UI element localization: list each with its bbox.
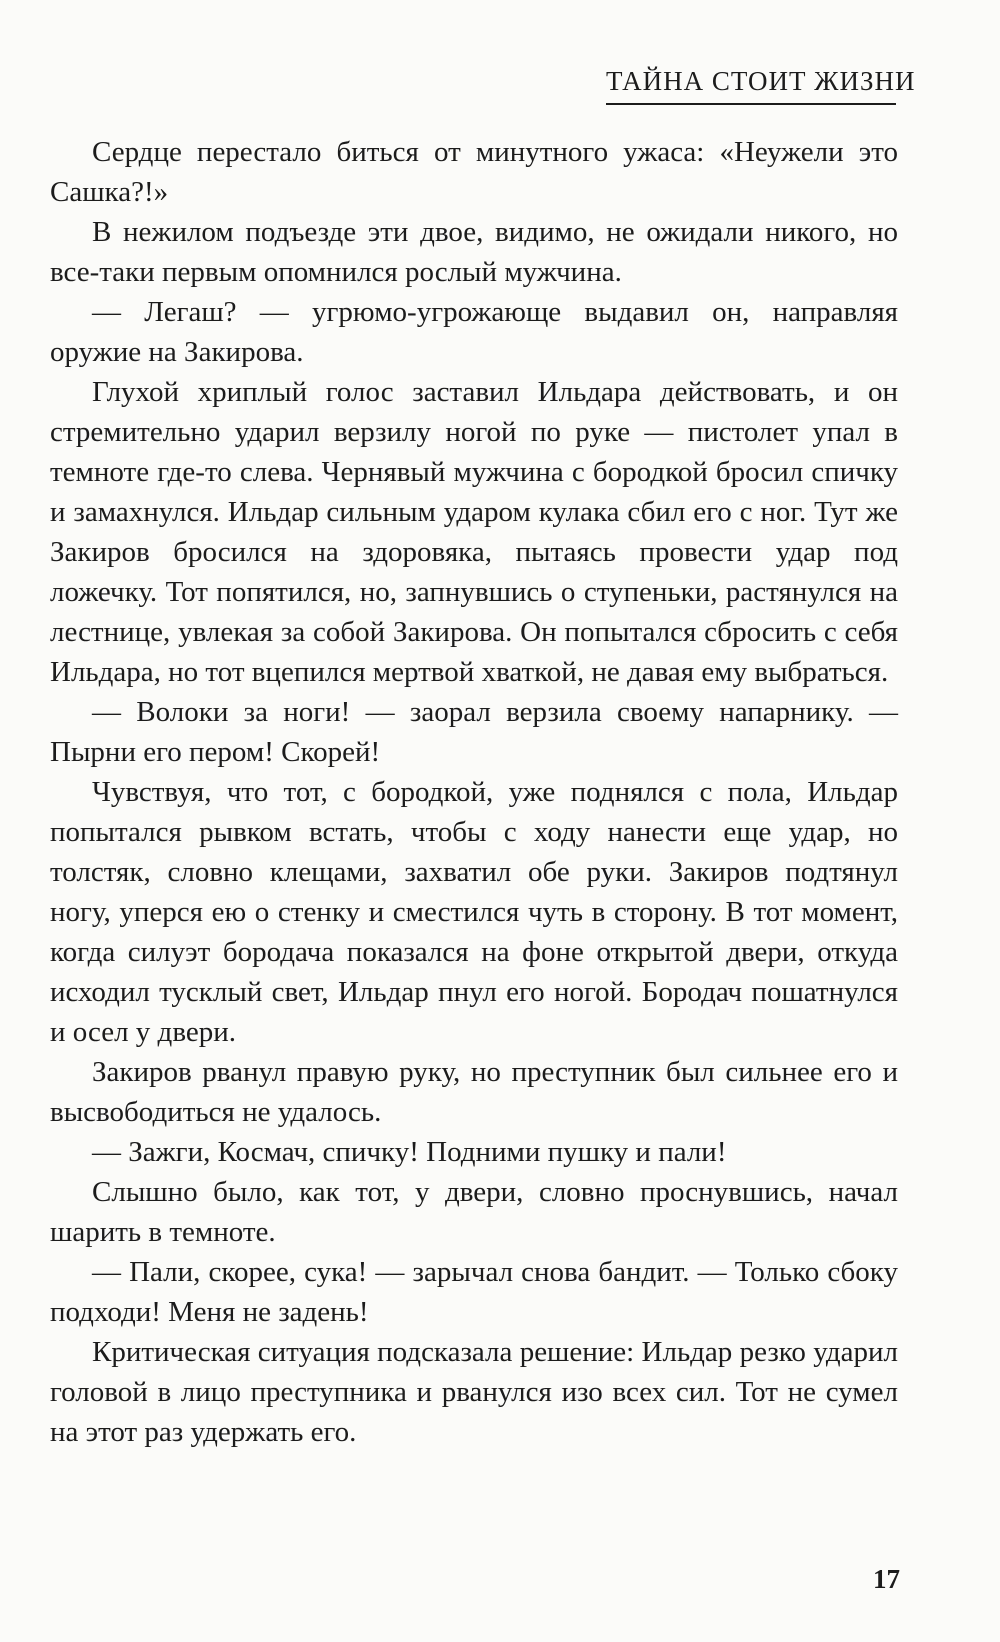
paragraph-1: Сердце перестало биться от минутного ужаса: «Неужели это Сашка?!»	[50, 136, 898, 208]
page-number: 17	[873, 1564, 900, 1594]
paragraph-10: — Пали, скорее, сука! — зарычал снова бандит. — Только сбоку подходи! Меня не задень!	[50, 1256, 898, 1328]
paragraph-4: Глухой хриплый голос заставил Ильдара действовать, и он стремительно ударил верзилу ногой по руке — пистолет упал в темноте где-то слева. Чернявый мужчина с бородкой бросил спичку и замахнулся. Ильдар сильным ударом кулака сбил его с ног. Тут же Закиров бросился на здоровяка, пытаясь провести удар под ложечку. Тот попятился, но, запнувшись о ступеньки, растянулся на лестнице, увлекая за собой Закирова. Он попытался сбросить с себя Ильдара, но тот вцепился мертвой хваткой, не давая ему выбраться.	[50, 376, 898, 688]
paragraph-11: Критическая ситуация подсказала решение: Ильдар резко ударил головой в лицо преступника и рванулся изо всех сил. Тот не сумел на этот раз удержать его.	[50, 1336, 898, 1448]
paragraph-9: Слышно было, как тот, у двери, словно проснувшись, начал шарить в темноте.	[50, 1176, 898, 1248]
paragraph-2: В нежилом подъезде эти двое, видимо, не ожидали никого, но все-таки первым опомнился рослый мужчина.	[50, 216, 898, 288]
paragraph-6: Чувствуя, что тот, с бородкой, уже поднялся с пола, Ильдар попытался рывком встать, чтобы с ходу нанести еще удар, но толстяк, словно клещами, захватил обе руки. Закиров подтянул ногу, уперся ею о стенку и сместился чуть в сторону. В тот момент, когда силуэт бородача показался на фоне открытой двери, откуда исходил тусклый свет, Ильдар пнул его ногой. Бородач пошатнулся и осел у двери.	[50, 776, 898, 1048]
paragraph-3: — Легаш? — угрюмо-угрожающе выдавил он, направляя оружие на Закирова.	[50, 296, 898, 368]
paragraph-7: Закиров рванул правую руку, но преступник был сильнее его и высвободиться не удалось.	[50, 1056, 898, 1128]
paragraph-8: — Зажги, Космач, спичку! Подними пушку и пали!	[92, 1136, 727, 1168]
running-title: ТАЙНА СТОИТ ЖИЗНИ	[606, 66, 896, 105]
body-text	[50, 132, 898, 1452]
paragraph-5: — Волоки за ноги! — заорал верзила своему напарнику. — Пырни его пером! Скорей!	[50, 696, 898, 768]
